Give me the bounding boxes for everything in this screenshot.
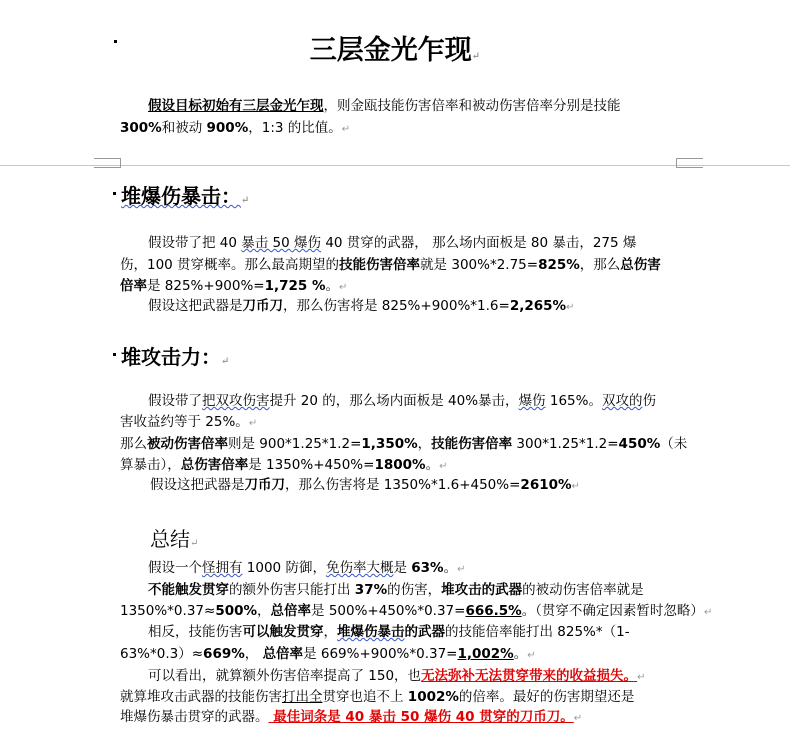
text-run: ，	[323, 624, 337, 640]
paragraph-mark: ↵	[566, 302, 575, 313]
text-run: ，那么伤害将是 825%+900%*1.6=	[283, 298, 510, 314]
text-run: 2610%	[520, 477, 572, 493]
text-run: 63%	[411, 560, 444, 576]
text-run: 伤	[642, 393, 656, 409]
bullet	[113, 353, 116, 356]
margin-corner-left	[94, 158, 121, 168]
text-run: 伤，100 贯穿概率。那么最高期望的	[120, 257, 340, 273]
text-run: 的伤害，	[387, 582, 442, 598]
text-line	[120, 688, 634, 706]
text-run: 165%。	[545, 393, 602, 409]
text-run: 双攻的	[601, 393, 643, 409]
text-line	[120, 119, 350, 139]
text-run: 假设这把武器是	[148, 298, 243, 314]
text-run: 免伤率大概	[325, 560, 394, 576]
title-text: 三层金光乍现	[309, 35, 472, 66]
text-line	[150, 476, 580, 496]
text-run: 300%	[120, 120, 162, 136]
text-line	[120, 256, 661, 274]
paragraph-mark: ↵	[439, 461, 448, 472]
text-run: 是 1350%+450%=	[248, 457, 375, 473]
text-run: 可以触发贯穿	[242, 624, 324, 640]
text-line	[148, 392, 656, 410]
text-run: 40 贯穿的武器， 那么场内面板是 80 暴击，275 爆	[321, 235, 637, 251]
text-run: 害收益约等于 25%。	[120, 414, 249, 430]
margin-corner-right	[676, 158, 703, 168]
heading-text: 总结	[150, 527, 190, 551]
text-line	[148, 559, 465, 579]
text-run: 和被动	[161, 120, 207, 136]
text-run: 被动伤害倍率	[147, 436, 228, 452]
text-run: 总伤害	[620, 257, 661, 273]
paragraph-mark: ↵	[573, 713, 583, 724]
text-run: 2,265%	[509, 298, 567, 314]
text-run: 1350%*0.37≈	[120, 603, 216, 619]
text-run: （未	[660, 436, 688, 452]
text-run: 的额外伤害只能打出	[229, 582, 355, 598]
text-run: ，	[417, 436, 432, 452]
text-run: 1000 防御，	[242, 560, 326, 576]
text-run: 总倍率	[262, 646, 304, 662]
text-run: 则是 900*1.25*1.2=	[228, 436, 362, 452]
text-run: ，	[257, 603, 271, 619]
text-line	[148, 623, 630, 641]
text-run: 打出全	[282, 689, 323, 705]
text-line	[148, 667, 645, 687]
text-run: 就算堆攻击武器的技能伤害	[120, 689, 282, 705]
text-run: 堆爆伤暴击	[337, 624, 405, 640]
text-run: 堆爆伤暴击贯穿的武器。	[120, 709, 269, 725]
text-run: 技能伤害倍率	[431, 436, 513, 452]
text-run: 算暴击），	[120, 457, 181, 473]
text-run: 。	[425, 457, 440, 473]
text-run: 669%	[203, 646, 245, 662]
paragraph-mark: ↵	[571, 481, 580, 492]
document-title	[0, 28, 790, 67]
text-run: 贯穿也追不上	[322, 689, 408, 705]
text-run: 450%	[618, 436, 661, 452]
text-run: 500%	[215, 603, 258, 619]
text-run: 1002%	[407, 689, 459, 705]
text-run: 假设这把武器是	[150, 477, 245, 493]
text-run: 假设带了	[148, 393, 202, 409]
text-run: 825%	[538, 257, 580, 273]
text-run: 总倍率	[270, 603, 312, 619]
text-run: 的技能倍率能打出 825%*（1-	[445, 624, 630, 640]
text-run: 那么	[120, 436, 147, 452]
text-line	[148, 97, 621, 115]
text-run: 就是 300%*2.75=	[420, 257, 539, 273]
heading-text: 堆攻击力：	[121, 345, 221, 369]
bullet	[113, 192, 116, 195]
paragraph-mark: ↵	[637, 672, 646, 683]
paragraph-mark: ↵	[241, 195, 250, 206]
text-run: 提升 20 的，那么场内面板是 40%暴击，	[269, 393, 519, 409]
text-run: ，那么伤害将是 1350%*1.6+450%=	[285, 477, 521, 493]
text-line	[148, 297, 574, 317]
heading-text: 堆爆伤暴击：	[121, 184, 241, 208]
text-run: 倍率	[120, 278, 147, 294]
text-line	[120, 602, 712, 622]
text-run: ，则金瓯技能伤害倍率和被动伤害倍率分别是技能	[323, 98, 621, 114]
text-run: 相反，技能伤害	[148, 624, 243, 640]
text-run: 可以看出，就算额外伤害倍率提高了 150，也	[148, 668, 422, 684]
text-run: 刀币刀	[242, 298, 283, 314]
paragraph-mark: ↵	[248, 418, 258, 429]
paragraph-mark: ↵	[527, 650, 536, 661]
text-run: 爆伤	[518, 393, 546, 409]
text-run: 堆攻击的武器	[441, 582, 523, 598]
paragraph-mark: ↵	[471, 51, 481, 62]
text-run: 总伤害倍率	[180, 457, 249, 473]
paragraph-mark: ↵	[190, 538, 199, 549]
text-run: ，那么	[579, 257, 621, 273]
text-run: 不能触发贯穿	[148, 582, 229, 598]
section-heading	[121, 180, 249, 209]
paragraph-mark: ↵	[457, 564, 466, 575]
paragraph-mark: ↵	[703, 607, 713, 618]
section-heading	[150, 523, 198, 552]
text-run: ，1:3 的比值。	[248, 120, 342, 136]
text-run: 。（贯穿不确定因素暂时忽略）	[521, 603, 704, 619]
text-run: 63%*0.3）≈	[120, 646, 204, 662]
text-run: 是 825%+900%=	[147, 278, 265, 294]
text-run: 假设目标初始有三层金光乍现	[148, 98, 324, 114]
text-run: 1,725 %	[264, 278, 326, 294]
paragraph-mark: ↵	[221, 356, 230, 367]
text-run: 无法弥补无法贯穿带来的收益损失。	[421, 668, 638, 684]
text-line	[120, 277, 347, 297]
text-run: 37%	[354, 582, 388, 598]
text-line	[120, 456, 447, 476]
text-run: 。	[325, 278, 340, 294]
text-line	[148, 234, 636, 252]
text-run: 假设带了把 40	[148, 235, 242, 251]
text-run: 的武器	[404, 624, 445, 640]
text-run: 的倍率。最好的伤害期望还是	[458, 689, 635, 705]
text-run: 暴击 50 爆伤	[241, 235, 322, 251]
text-run: 刀币刀	[244, 477, 285, 493]
text-run: 最佳词条是 40 暴击 50 爆伤 40 贯穿的刀币刀。	[268, 709, 574, 725]
text-run: 1,002%	[457, 646, 514, 662]
text-run: 是 500%+450%*0.37=	[311, 603, 466, 619]
text-line	[120, 435, 687, 453]
text-run: 1800%	[374, 457, 426, 473]
text-run: 666.5%	[465, 603, 522, 619]
paragraph-mark: ↵	[341, 124, 351, 135]
text-run: 把双攻伤害	[202, 393, 270, 409]
text-line	[120, 413, 257, 433]
text-run: 。	[443, 560, 458, 576]
text-line	[148, 581, 644, 599]
text-run: 怪拥有	[202, 560, 243, 576]
text-line	[120, 645, 536, 665]
text-run: 假设一个	[148, 560, 202, 576]
text-run: 。	[513, 646, 528, 662]
text-run: 是	[393, 560, 412, 576]
paragraph-mark: ↵	[339, 282, 348, 293]
text-run: 1,350%	[361, 436, 418, 452]
text-line	[120, 708, 582, 728]
section-heading	[121, 341, 229, 370]
text-run: 是 669%+900%*0.37=	[303, 646, 458, 662]
text-run: 900%	[206, 120, 249, 136]
text-run: 技能伤害倍率	[339, 257, 421, 273]
text-run: 的被动伤害倍率就是	[522, 582, 644, 598]
text-run: 300*1.25*1.2=	[512, 436, 619, 452]
text-run: ，	[244, 646, 263, 662]
